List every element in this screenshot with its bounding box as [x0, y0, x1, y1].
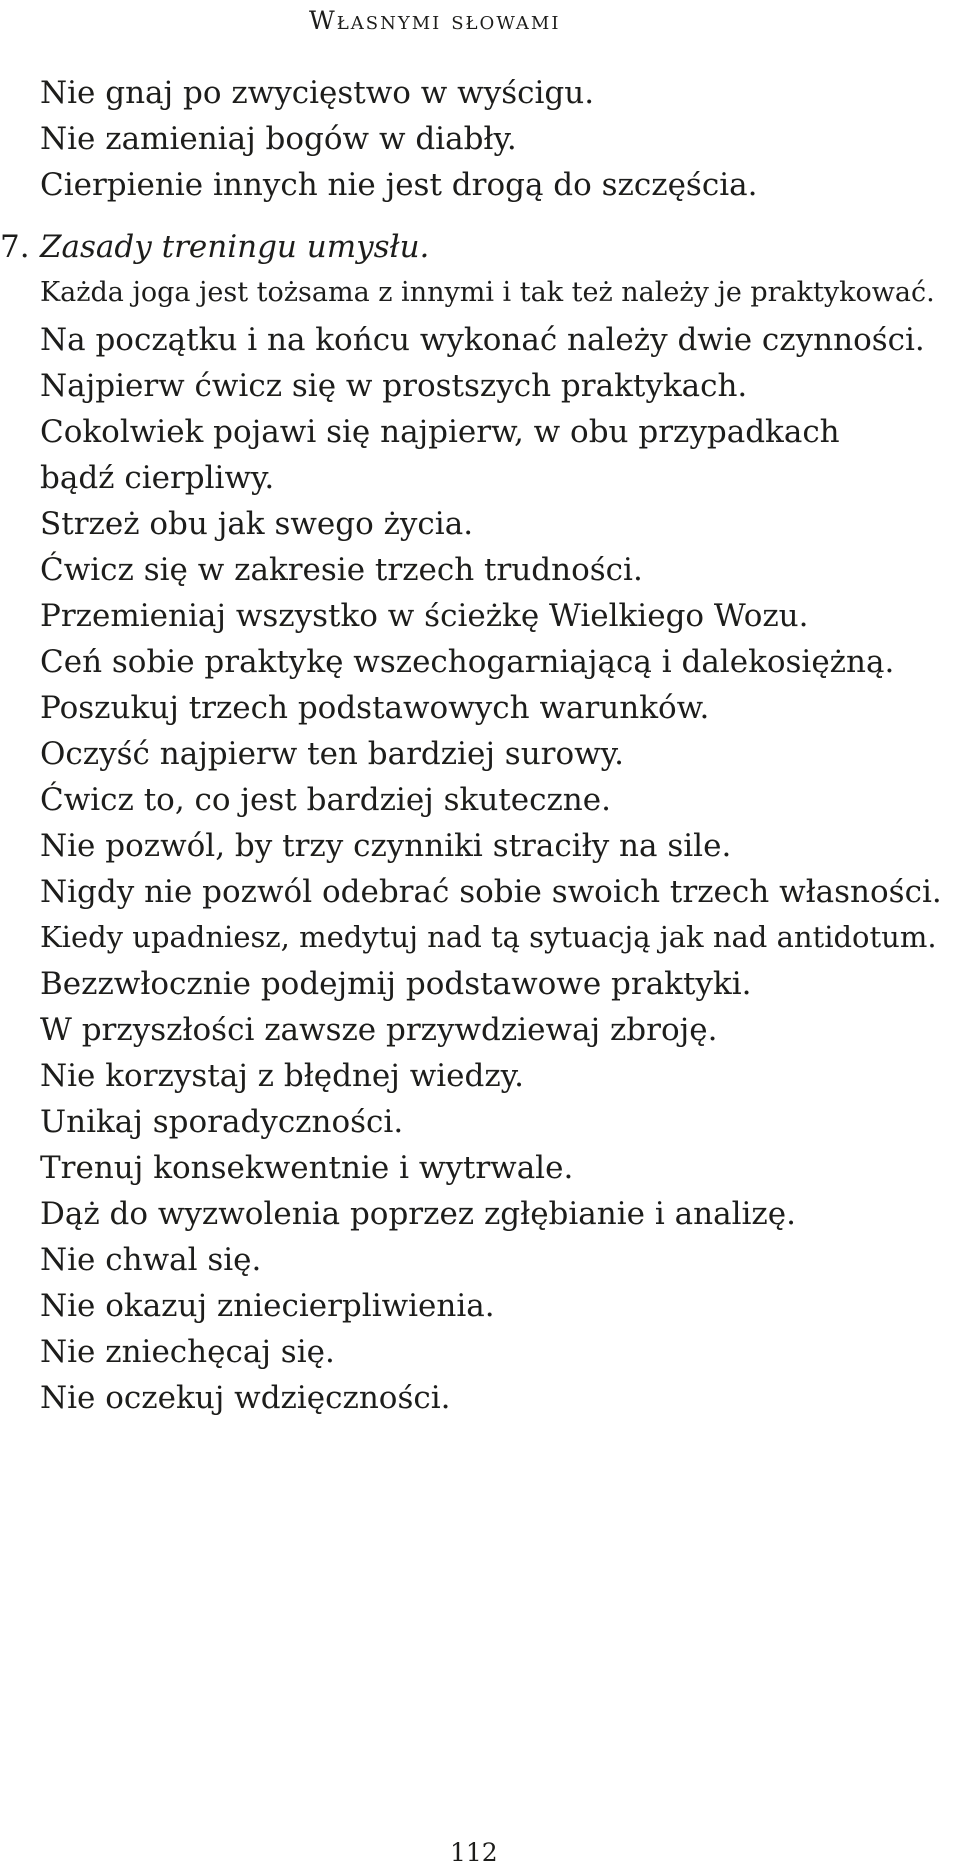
text-line: Każda joga jest tożsama z innymi i tak też należy je praktykować.	[40, 277, 935, 308]
text-line: Nie okazuj zniecierpliwienia.	[40, 1288, 495, 1324]
text-line: Ceń sobie praktykę wszechogarniającą i dalekosiężną.	[40, 644, 895, 680]
text-line: Unikaj sporadyczności.	[40, 1104, 404, 1140]
text-line: Nie gnaj po zwycięstwo w wyścigu.	[40, 75, 595, 111]
running-head: Własnymi słowami	[309, 6, 561, 35]
text-line: Ćwicz się w zakresie trzech trudności.	[40, 552, 643, 588]
text-line: Oczyść najpierw ten bardziej surowy.	[40, 736, 624, 772]
text-line: Ćwicz to, co jest bardziej skuteczne.	[40, 782, 611, 818]
page-number: 112	[450, 1838, 498, 1867]
text-line: Przemieniaj wszystko w ścieżkę Wielkiego Wozu.	[40, 598, 809, 634]
text-line: Strzeż obu jak swego życia.	[40, 506, 474, 542]
text-line: Na początku i na końcu wykonać należy dwie czynności.	[40, 322, 925, 358]
section-number: 7.	[0, 229, 30, 265]
text-line: Nie zniechęcaj się.	[40, 1334, 335, 1370]
text-line: Nie zamieniaj bogów w diabły.	[40, 121, 517, 157]
text-line: W przyszłości zawsze przywdziewaj zbroję.	[40, 1012, 718, 1048]
text-line: Cierpienie innych nie jest drogą do szczęścia.	[40, 167, 758, 203]
text-line: bądź cierpliwy.	[40, 460, 275, 496]
text-line: Najpierw ćwicz się w prostszych praktykach.	[40, 368, 748, 404]
text-line: Nie pozwól, by trzy czynniki straciły na sile.	[40, 828, 732, 864]
text-line: Dąż do wyzwolenia poprzez zgłębianie i analizę.	[40, 1196, 796, 1232]
text-line: Poszukuj trzech podstawowych warunków.	[40, 690, 710, 726]
text-line: Nigdy nie pozwól odebrać sobie swoich trzech własności.	[40, 874, 942, 910]
section-title: Zasady treningu umysłu.	[40, 229, 430, 265]
text-line: Bezzwłocznie podejmij podstawowe praktyki.	[40, 966, 752, 1002]
text-line: Nie oczekuj wdzięczności.	[40, 1380, 451, 1416]
text-line: Nie chwal się.	[40, 1242, 262, 1278]
text-line: Nie korzystaj z błędnej wiedzy.	[40, 1058, 524, 1094]
text-line: Trenuj konsekwentnie i wytrwale.	[40, 1150, 574, 1186]
text-line: Cokolwiek pojawi się najpierw, w obu przypadkach	[40, 414, 840, 450]
text-line: Kiedy upadniesz, medytuj nad tą sytuacją jak nad antidotum.	[40, 920, 937, 954]
